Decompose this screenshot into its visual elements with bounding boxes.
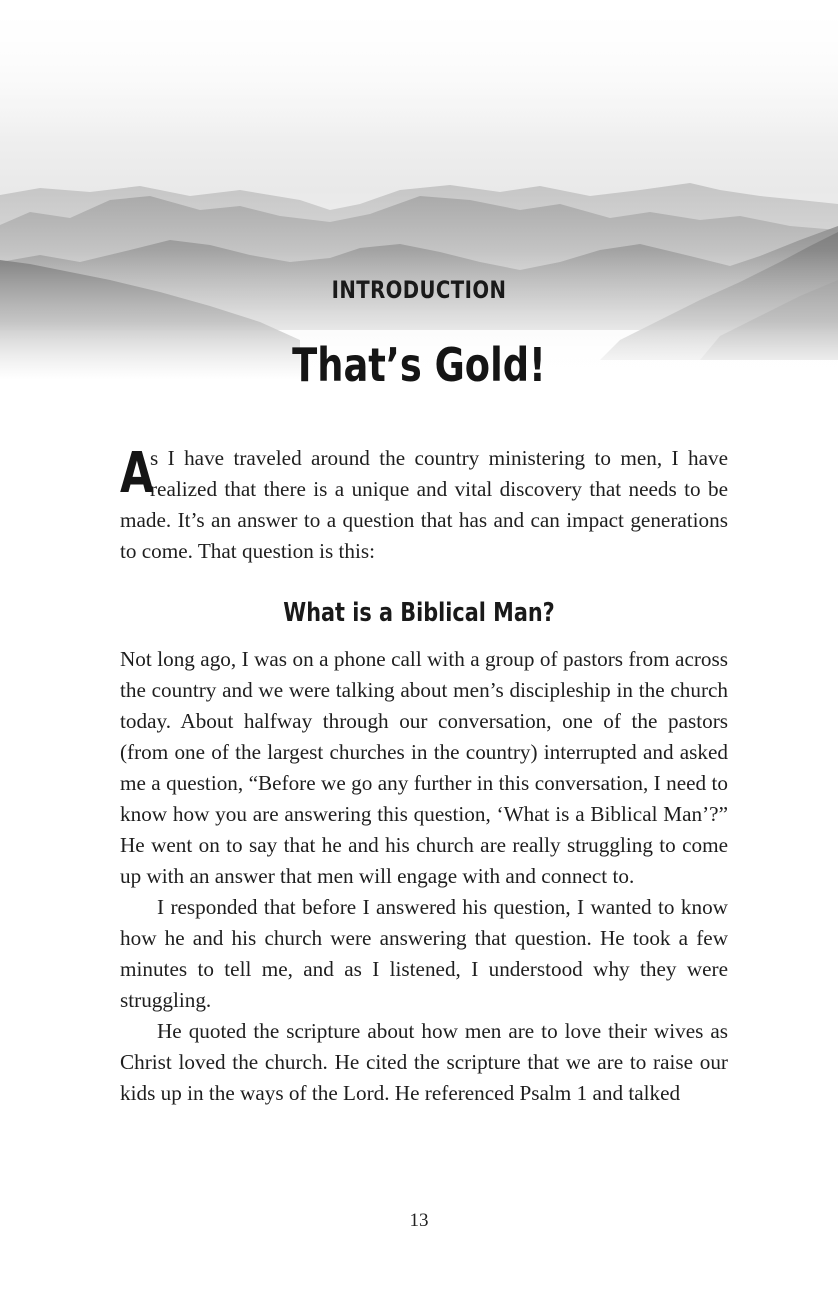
paragraph: He quoted the scripture about how men are to love their wives as Christ loved the church. He cited the scripture that we are to raise our kids up in the ways of the Lord. He referenced Psalm 1 and talked — [120, 1019, 728, 1105]
section-body — [120, 644, 728, 1109]
drop-cap: A — [120, 441, 154, 506]
intro-text: s I have traveled around the country ministering to men, I have realized that there is a unique and vital discovery that needs to be made. It’s an answer to a question that has and can impact generations to come. That question is this: — [120, 446, 728, 563]
paragraph: I responded that before I answered his question, I wanted to know how he and his church were answering that question. He took a few minutes to tell me, and as I listened, I understood why they were struggling. — [120, 895, 728, 1012]
paragraph: Not long ago, I was on a phone call with a group of pastors from across the country and we were talking about men’s discipleship in the church today. About halfway through our conversation, one of the pastors (from one of the largest churches in the country) interrupted and asked me a question, “Before we go any further in this conversation, I need to know how you are answering this question, ‘What is a Biblical Man’?” He went on to say that he and his church are really struggling to come up with an answer that men will engage with and connect to. — [120, 647, 728, 888]
section-heading: What is a Biblical Man? — [283, 598, 555, 628]
chapter-label: INTRODUCTION — [331, 276, 507, 304]
mountain-banner-image — [0, 0, 838, 380]
page-number: 13 — [409, 1210, 429, 1231]
intro-paragraph — [120, 443, 728, 567]
chapter-title: That’s Gold! — [292, 338, 546, 392]
